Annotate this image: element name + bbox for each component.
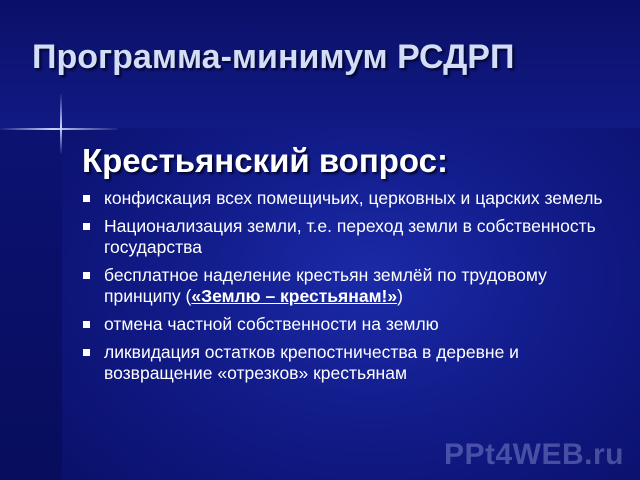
bullet-list <box>82 188 612 391</box>
left-panel <box>0 128 62 480</box>
bullet-item <box>82 265 612 307</box>
slogan-text: «Землю – крестьянам!» <box>191 286 398 306</box>
slide-title: Программа-минимум РСДРП <box>32 38 515 76</box>
bullet-text: бесплатное наделение крестьян землёй по трудовому принципу ( <box>104 265 547 306</box>
vertical-glow-line <box>60 94 62 154</box>
slide-subtitle: Крестьянский вопрос: <box>82 142 448 179</box>
bullet-item <box>82 314 612 335</box>
bullet-item <box>82 216 612 258</box>
square-bullet-icon <box>83 223 90 230</box>
bullet-text: конфискация всех помещичьих, церковных и царских земель <box>104 188 603 208</box>
bullet-text: Национализация земли, т.е. переход земли в собственность государства <box>104 216 596 257</box>
bullet-item <box>82 188 612 209</box>
horizontal-glow-line <box>0 128 118 130</box>
bullet-text: отмена частной собственности на землю <box>104 314 439 334</box>
bullet-text: ликвидация остатков крепостничества в деревне и возвращение «отрезков» крестьянам <box>104 342 519 383</box>
square-bullet-icon <box>83 195 90 202</box>
square-bullet-icon <box>83 272 90 279</box>
square-bullet-icon <box>83 321 90 328</box>
square-bullet-icon <box>83 349 90 356</box>
bullet-item <box>82 342 612 384</box>
bullet-text-tail: ) <box>397 286 403 306</box>
watermark-logo: PPt4WEB.ru <box>443 438 624 471</box>
